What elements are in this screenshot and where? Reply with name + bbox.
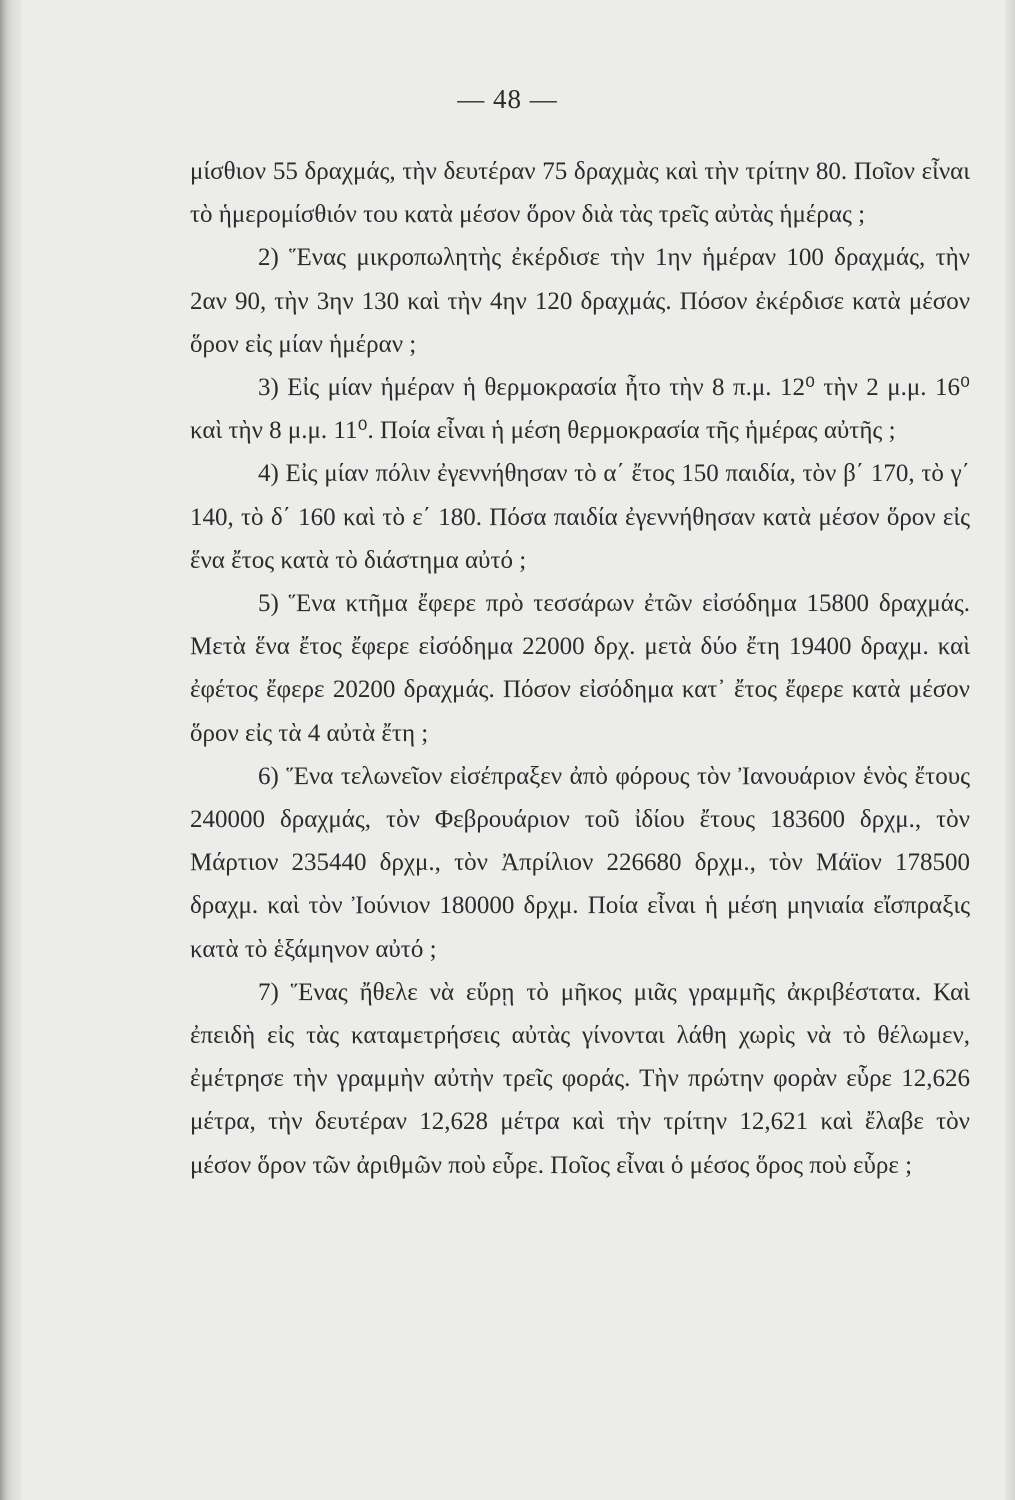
problem-5: 5) Ἕνα κτῆμα ἔφερε πρὸ τεσσάρων ἐτῶν εἰσόδημα 15800 δραχμάς. Μετὰ ἕνα ἔτος ἔφερε εἰσόδημα 22000 δρχ. μετὰ δύο ἔτη 19400 δραχμ. καὶ ἐφέτος ἔφερε 20200 δραχμάς. Πόσον εἰσόδημα κατ᾽ ἔτος ἔφερε κατὰ μέσον ὅρον εἰς τὰ 4 αὐτὰ ἔτη ; bbox=[190, 590, 970, 747]
problem-6: 6) Ἕνα τελωνεῖον εἰσέπραξεν ἀπὸ φόρους τὸν Ἰανουάριον ἑνὸς ἔτους 240000 δραχμάς, τὸν Φεβρουάριον τοῦ ἰδίου ἔτους 183600 δρχμ., τὸν Μάρτιον 235440 δρχμ., τὸν Ἀπρίλιον 226680 δρχμ., τὸν Μάϊον 178500 δραχμ. καὶ τὸν Ἰούνιον 180000 δρχμ. Ποία εἶναι ἡ μέση μηνιαία εἴσπραξις κατὰ τὸ ἑξάμηνον αὐτό ; bbox=[190, 762, 970, 963]
paragraph-continuation: μίσθιον 55 δραχμάς, τὴν δευτέραν 75 δραχμὰς καὶ τὴν τρίτην 80. Ποῖον εἶναι τὸ ἡμερομίσθιόν του κατὰ μέσον ὅρον διὰ τὰς τρεῖς αὐτὰς ἡμέρας ; bbox=[190, 158, 970, 229]
book-binding-edge bbox=[0, 0, 22, 1500]
page-body-text bbox=[190, 150, 970, 1187]
problem-4: 4) Εἰς μίαν πόλιν ἐγεννήθησαν τὸ α΄ ἔτος 150 παιδία, τὸν β΄ 170, τὸ γ΄ 140, τὸ δ΄ 160 καὶ τὸ ε΄ 180. Πόσα παιδία ἐγεννήθησαν κατὰ μέσον ὅρον εἰς ἕνα ἔτος κατὰ τὸ διάστημα αὐτό ; bbox=[190, 460, 970, 574]
problem-2: 2) Ἕνας μικροπωλητὴς ἐκέρδισε τὴν 1ην ἡμέραν 100 δραχμάς, τὴν 2αν 90, τὴν 3ην 130 καὶ τὴν 4ην 120 δραχμάς. Πόσον ἐκέρδισε κατὰ μέσον ὅρον εἰς μίαν ἡμέραν ; bbox=[190, 244, 970, 358]
problem-7: 7) Ἕνας ἤθελε νὰ εὕρῃ τὸ μῆκος μιᾶς γραμμῆς ἀκριβέστατα. Καὶ ἐπειδὴ εἰς τὰς καταμετρήσεις αὐτὰς γίνονται λάθη χωρὶς νὰ τὸ θέλωμεν, ἐμέτρησε τὴν γραμμὴν αὐτὴν τρεῖς φοράς. Τὴν πρώτην φορὰν εὗρε 12,626 μέτρα, τὴν δευτέραν 12,628 μέτρα καὶ τὴν τρίτην 12,621 καὶ ἔλαβε τὸν μέσον ὅρον τῶν ἀριθμῶν ποὺ εὗρε. Ποῖος εἶναι ὁ μέσος ὅρος ποὺ εὗρε ; bbox=[190, 978, 970, 1179]
page-right-edge bbox=[1005, 0, 1015, 1500]
problem-3: 3) Εἰς μίαν ἡμέραν ἡ θερμοκρασία ἦτο τὴν 8 π.μ. 12⁰ τὴν 2 μ.μ. 16⁰ καὶ τὴν 8 μ.μ. 11⁰. Ποία εἶναι ἡ μέση θερμοκρασία τῆς ἡμέρας αὐτῆς ; bbox=[190, 374, 970, 445]
page-number: — 48 — bbox=[457, 84, 558, 114]
